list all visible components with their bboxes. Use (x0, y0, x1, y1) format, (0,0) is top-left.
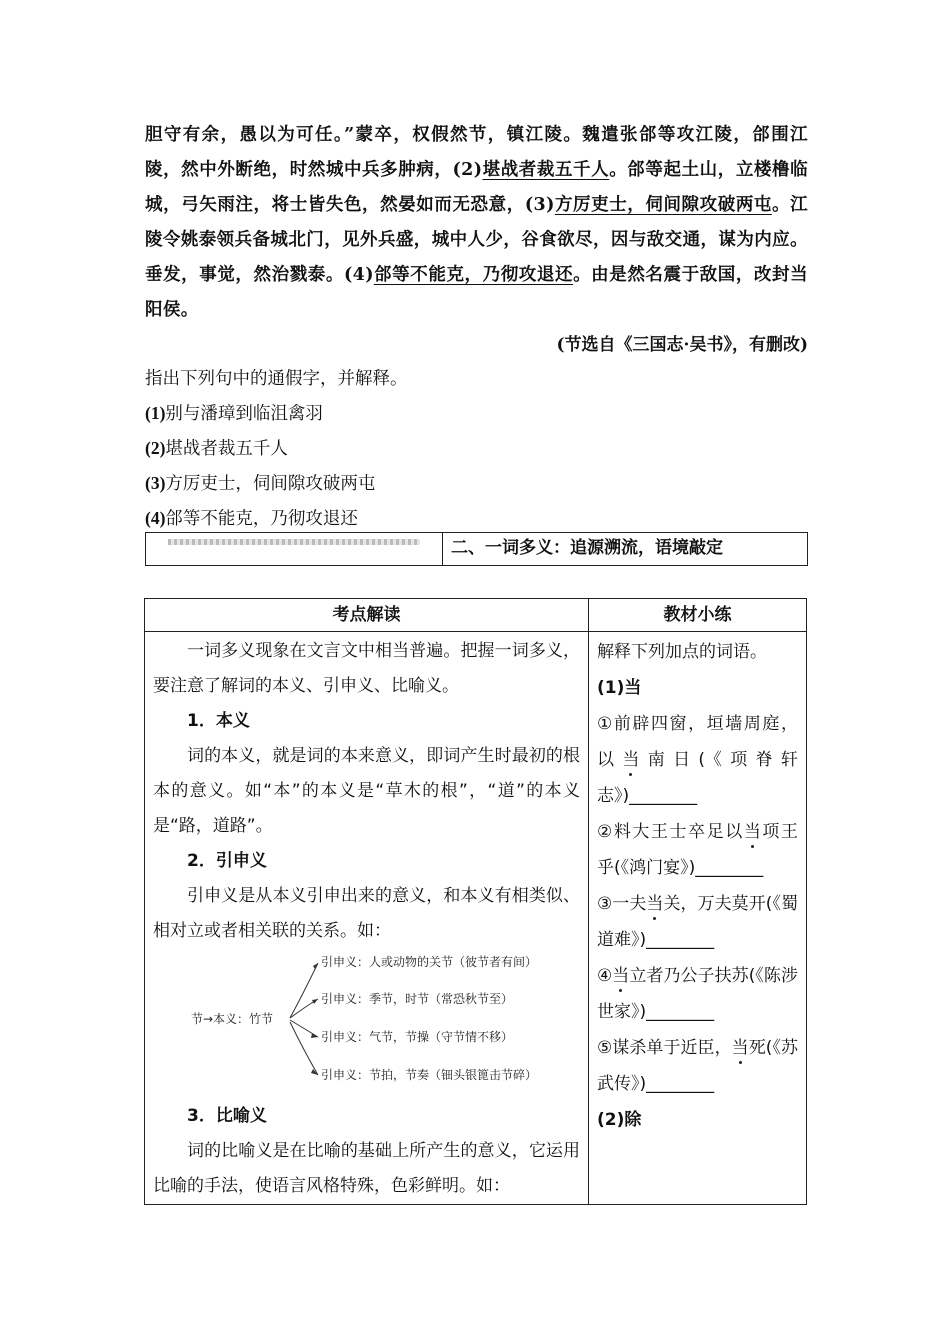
passage-text (145, 118, 808, 328)
practice-example-4 (597, 958, 798, 1030)
meaning-tree-diagram (153, 949, 580, 1099)
section-header-bar (145, 532, 808, 566)
section-title: 二、一词多义：追源溯流，语境敲定 (451, 538, 723, 558)
tree-branch-label: 引申义：季节，时节（常恐秋节至） (321, 992, 514, 1006)
question-number: (1) (145, 403, 166, 423)
practice-example-5 (597, 1030, 798, 1102)
question-number: (4) (145, 508, 166, 528)
practice-cell (589, 632, 807, 1205)
header-practice: 教材小练 (589, 599, 807, 632)
question-item (145, 431, 808, 466)
question-item (145, 396, 808, 431)
practice-prompt: 解释下列加点的词语。 (597, 642, 767, 662)
extended-meaning-paragraph: 引申义是从本义引申出来的意义，和本义有相类似、相对立或者相关联的关系。如： (153, 886, 580, 941)
dotted-word: 当 (646, 886, 663, 922)
example-text: ②料大王士卒足以 (597, 822, 744, 842)
underlined-sentence-2: 堪战者裁五千人 (482, 160, 610, 180)
example-answer-blank: 立者乃公子扶苏(《陈涉世家》)________ (597, 966, 798, 1022)
decorative-stripe (168, 539, 420, 545)
marker-2: (2) (452, 160, 483, 180)
example-text: ③一夫 (597, 894, 647, 914)
practice-word-2: (2)除 (597, 1110, 642, 1130)
heading-metaphorical-meaning: 3．比喻义 (187, 1106, 267, 1126)
example-text: ④ (597, 966, 613, 986)
arrow-head (312, 999, 318, 1004)
lesson-table (144, 598, 807, 1205)
dotted-word: 当 (732, 1030, 749, 1066)
question-number: (2) (145, 438, 166, 458)
question-prompt: 指出下列句中的通假字，并解释。 (145, 369, 408, 389)
question-text: 方厉吏士，伺间隙攻破两屯 (165, 474, 376, 494)
example-answer-blank: 死(《苏武传》)________ (597, 1038, 798, 1094)
analysis-cell (145, 632, 589, 1205)
example-answer-blank: 关，万夫莫开(《蜀道难》)________ (597, 894, 798, 950)
metaphorical-meaning-paragraph: 词的比喻义是在比喻的基础上所产生的意义，它运用比喻的手法，使语言风格特殊，色彩鲜明。如： (153, 1141, 580, 1196)
underlined-sentence-3: 方厉吏士，伺间隙攻破两屯 (554, 195, 772, 215)
passage-seg2: 。郃等起土山，立楼橹临城，弓矢雨注，将士皆失色，然晏如而无恐意， (145, 160, 808, 215)
question-text: 别与潘璋到临沮禽羽 (165, 404, 323, 424)
passage-seg4: 。由是然名震于敌国，改封当阳侯。 (145, 265, 809, 320)
branch-line (290, 963, 318, 1018)
classical-passage (145, 118, 808, 328)
example-answer-blank: 项王乎(《鸿门宴》)________ (597, 822, 798, 878)
arrow-head (311, 1069, 318, 1075)
passage-block (145, 118, 808, 536)
dotted-word: 当 (612, 958, 629, 994)
heading-original-meaning: 1．本义 (187, 711, 250, 731)
passage-seg1: 胆守有余，愚以为可任。”蒙卒，权假然节，镇江陵。魏遣张郃等攻江陵，郃围江陵，然中外断绝，时然城中兵多肿病， (145, 125, 808, 180)
example-text: ⑤谋杀单于近臣， (597, 1038, 732, 1058)
practice-example-1 (597, 706, 798, 814)
original-meaning-paragraph: 词的本义，就是词的本来意义，即词产生时最初的根本的意义。如“本”的本义是“草木的根”，“道”的本义是“路，道路”。 (153, 746, 580, 836)
intro-paragraph: 一词多义现象在文言文中相当普遍。把握一词多义，要注意了解词的本义、引申义、比喻义。 (153, 641, 580, 696)
question-number: (3) (145, 473, 166, 493)
tree-branch-label: 引申义：节拍，节奏（钿头银篦击节碎） (321, 1068, 538, 1082)
practice-example-2 (597, 814, 798, 886)
passage-source: (节选自《三国志·吴书》，有删改) (556, 335, 808, 355)
question-text: 堪战者裁五千人 (165, 439, 288, 459)
dotted-word: 当 (622, 742, 639, 778)
dotted-word: 当 (744, 814, 761, 850)
passage-seg3: 。江陵令姚泰领兵备城北门，见外兵盛，城中人少，谷食欲尽，因与敌交通，谋为内应。垂发，事觉，然治戮泰。 (145, 195, 808, 285)
example-answer-blank: 南日(《项脊轩志》)________ (597, 750, 798, 806)
table-body-row (145, 632, 807, 1205)
table-header-row (145, 599, 807, 632)
marker-4: (4) (343, 265, 374, 285)
arrow-head (311, 1033, 318, 1038)
example-text: ①前辟四窗，垣墙周庭，以 (597, 714, 798, 770)
practice-word-1: (1)当 (597, 678, 642, 698)
heading-extended-meaning: 2．引申义 (187, 851, 267, 871)
practice-example-3 (597, 886, 798, 958)
marker-3: (3) (524, 195, 555, 215)
section-decoration (146, 533, 443, 565)
tree-root-label: 节→本义：竹节 (191, 1012, 274, 1026)
header-analysis: 考点解读 (145, 599, 589, 632)
tree-branch-label: 引申义：人或动物的关节（彼节者有间） (321, 955, 538, 969)
question-text: 郃等不能克，乃彻攻退还 (165, 509, 358, 529)
underlined-sentence-4: 郃等不能克，乃彻攻退还 (373, 265, 574, 285)
branch-line (290, 1022, 318, 1075)
question-item (145, 466, 808, 501)
question-item (145, 501, 808, 536)
tree-branch-label: 引申义：气节，节操（守节情不移） (321, 1030, 514, 1044)
